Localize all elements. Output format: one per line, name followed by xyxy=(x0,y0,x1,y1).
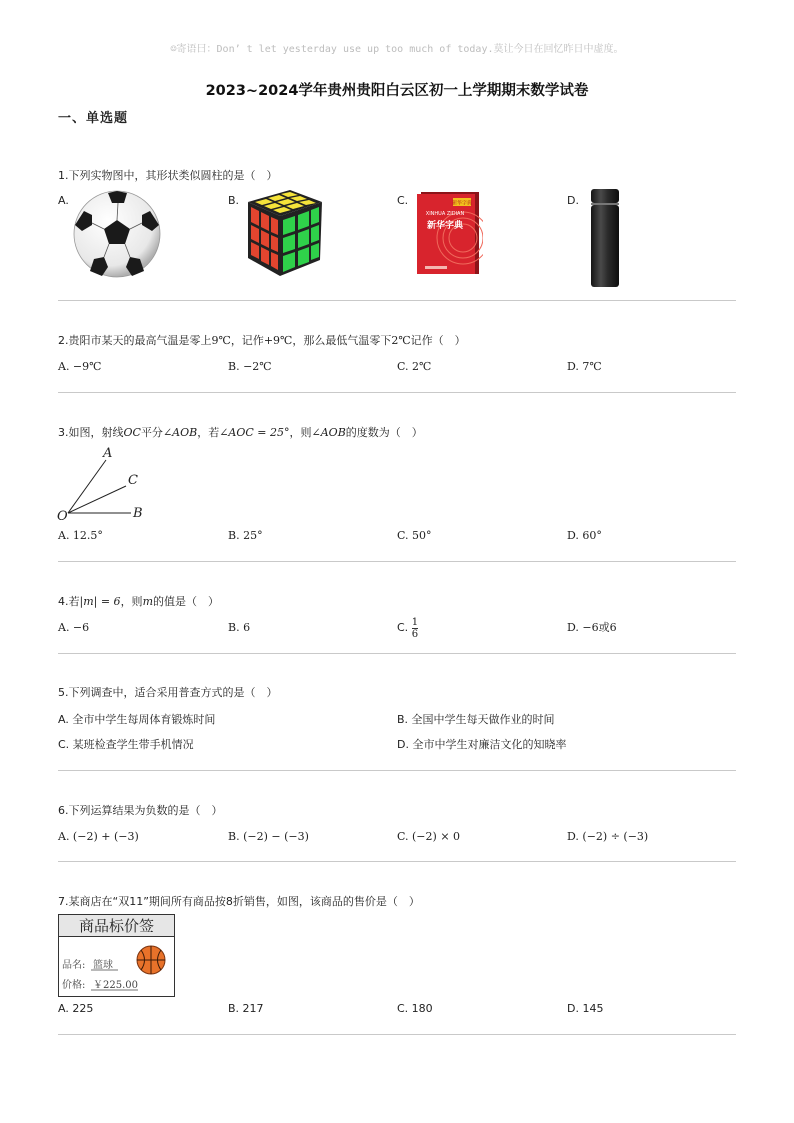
option-b[interactable]: B. 6 xyxy=(228,621,251,634)
stem-text: 3.如图，射线 xyxy=(58,426,124,439)
question-stem: 7.某商店在“双11”期间所有商品按8折销售，如图，该商品的售价是（ ） xyxy=(58,895,420,908)
question-3 xyxy=(58,426,736,440)
option-c[interactable] xyxy=(397,613,418,643)
fraction-numerator: 1 xyxy=(411,616,419,628)
question-stem xyxy=(58,426,736,440)
stem-text: ，若 xyxy=(197,426,220,439)
price-tag-price-label: 价格: xyxy=(62,980,86,991)
question-5 xyxy=(58,686,736,700)
option-a[interactable]: A. 全市中学生每周体育锻炼时间 xyxy=(58,713,216,726)
option-d[interactable]: D. (−2) ÷ (−3) xyxy=(567,830,649,843)
option-a[interactable]: A. −9℃ xyxy=(58,360,102,373)
stem-math: ∠AOB xyxy=(162,426,198,439)
option-b[interactable]: B. 217 xyxy=(228,1002,264,1015)
stem-math: 2℃ xyxy=(391,334,411,347)
option-b[interactable]: B. −2℃ xyxy=(228,360,272,373)
soccer-ball-image xyxy=(72,189,162,279)
basketball-icon xyxy=(137,946,165,974)
question-7 xyxy=(58,895,736,909)
price-tag-price-value: ￥225.00 xyxy=(93,980,138,991)
option-d[interactable]: D. 全市中学生对廉洁文化的知晓率 xyxy=(397,738,567,751)
option-c[interactable]: C. xyxy=(397,194,409,207)
point-label-o: O xyxy=(57,509,68,524)
question-2 xyxy=(58,334,736,348)
watermark: ☺寄语曰：Don’ t let yesterday use up too much of today.莫让今日在回忆昨日中虚度。 xyxy=(170,44,624,55)
price-tag-name-value: 篮球 xyxy=(93,960,113,971)
rubiks-cube-image xyxy=(240,188,324,278)
stem-text: 4.若 xyxy=(58,595,80,608)
stem-text: ，则 xyxy=(289,426,312,439)
stem-text: ，则 xyxy=(120,595,143,608)
option-d[interactable]: D. −6或6 xyxy=(567,621,617,634)
question-stem: 1.下列实物图中，其形状类似圆柱的是（ ） xyxy=(58,169,278,182)
question-stem: 6.下列运算结果为负数的是（ ） xyxy=(58,804,223,817)
stem-math: +9℃ xyxy=(263,334,293,347)
stem-math: 9℃ xyxy=(211,334,231,347)
stem-math: OC xyxy=(123,426,141,439)
option-d[interactable]: D. 145 xyxy=(567,1002,604,1015)
stem-math: ∠AOB xyxy=(311,426,346,439)
option-b[interactable]: B. (−2) − (−3) xyxy=(228,830,309,843)
option-d[interactable]: D. 60° xyxy=(567,529,602,542)
section-heading: 一、单选题 xyxy=(58,111,129,126)
stem-text: 的值是（ ） xyxy=(153,595,219,608)
fraction xyxy=(412,617,418,640)
angle-figure xyxy=(56,444,156,524)
question-stem xyxy=(58,595,736,609)
dict-pinyin: XINHUA ZIDIAN xyxy=(425,211,465,217)
option-c[interactable]: C. 50° xyxy=(397,529,432,542)
stem-text: ，记作 xyxy=(230,334,264,347)
question-1 xyxy=(58,169,736,183)
option-label: C. xyxy=(397,621,409,634)
stem-math: m xyxy=(142,595,153,608)
option-b[interactable]: B. xyxy=(228,194,240,207)
option-a[interactable]: A. −6 xyxy=(58,621,90,634)
stem-math: |m| = 6 xyxy=(79,595,121,608)
option-a[interactable]: A. xyxy=(58,194,69,207)
option-c[interactable]: C. 某班检查学生带手机情况 xyxy=(58,738,194,751)
thermos-bottle-image xyxy=(587,187,623,291)
stem-text: 平分 xyxy=(140,426,163,439)
question-stem: 5.下列调查中，适合采用普查方式的是（ ） xyxy=(58,686,278,699)
option-c[interactable]: C. 180 xyxy=(397,1002,433,1015)
fraction-denominator: 6 xyxy=(411,628,419,640)
option-a[interactable]: A. (−2) + (−3) xyxy=(58,830,139,843)
divider xyxy=(58,653,736,654)
divider xyxy=(58,392,736,393)
option-d[interactable]: D. 7℃ xyxy=(567,360,602,373)
option-a[interactable]: A. 225 xyxy=(58,1002,94,1015)
stem-text: 记作（ ） xyxy=(410,334,466,347)
point-label-a: A xyxy=(103,446,113,461)
stem-math: ∠AOC = 25° xyxy=(219,426,290,439)
option-b[interactable]: B. 25° xyxy=(228,529,263,542)
divider xyxy=(58,561,736,562)
option-c[interactable]: C. (−2) × 0 xyxy=(397,830,461,843)
question-6 xyxy=(58,804,736,818)
option-a[interactable]: A. 12.5° xyxy=(58,529,103,542)
page-title: 2023~2024学年贵州贵阳白云区初一上学期期末数学试卷 xyxy=(205,83,589,99)
price-tag-name-label: 品名: xyxy=(62,960,86,971)
dict-name: 新华字典 xyxy=(426,221,464,231)
divider xyxy=(58,861,736,862)
question-stem xyxy=(58,334,736,348)
question-4 xyxy=(58,595,736,609)
dict-top-label: 新华字典 xyxy=(451,200,473,207)
stem-text: 的度数为（ ） xyxy=(345,426,423,439)
option-b[interactable]: B. 全国中学生每天做作业的时间 xyxy=(397,713,555,726)
price-tag-figure xyxy=(58,914,176,998)
point-label-b: B xyxy=(133,506,143,521)
stem-text: ，那么最低气温零下 xyxy=(292,334,392,347)
point-label-c: C xyxy=(128,473,138,488)
option-c[interactable]: C. 2℃ xyxy=(397,360,432,373)
stem-text: 2.贵阳市某天的最高气温是零上 xyxy=(58,334,212,347)
option-d[interactable]: D. xyxy=(567,194,579,207)
dictionary-image xyxy=(415,190,483,276)
price-tag-title: 商品标价签 xyxy=(78,917,155,935)
divider xyxy=(58,770,736,771)
divider xyxy=(58,300,736,301)
divider xyxy=(58,1034,736,1035)
